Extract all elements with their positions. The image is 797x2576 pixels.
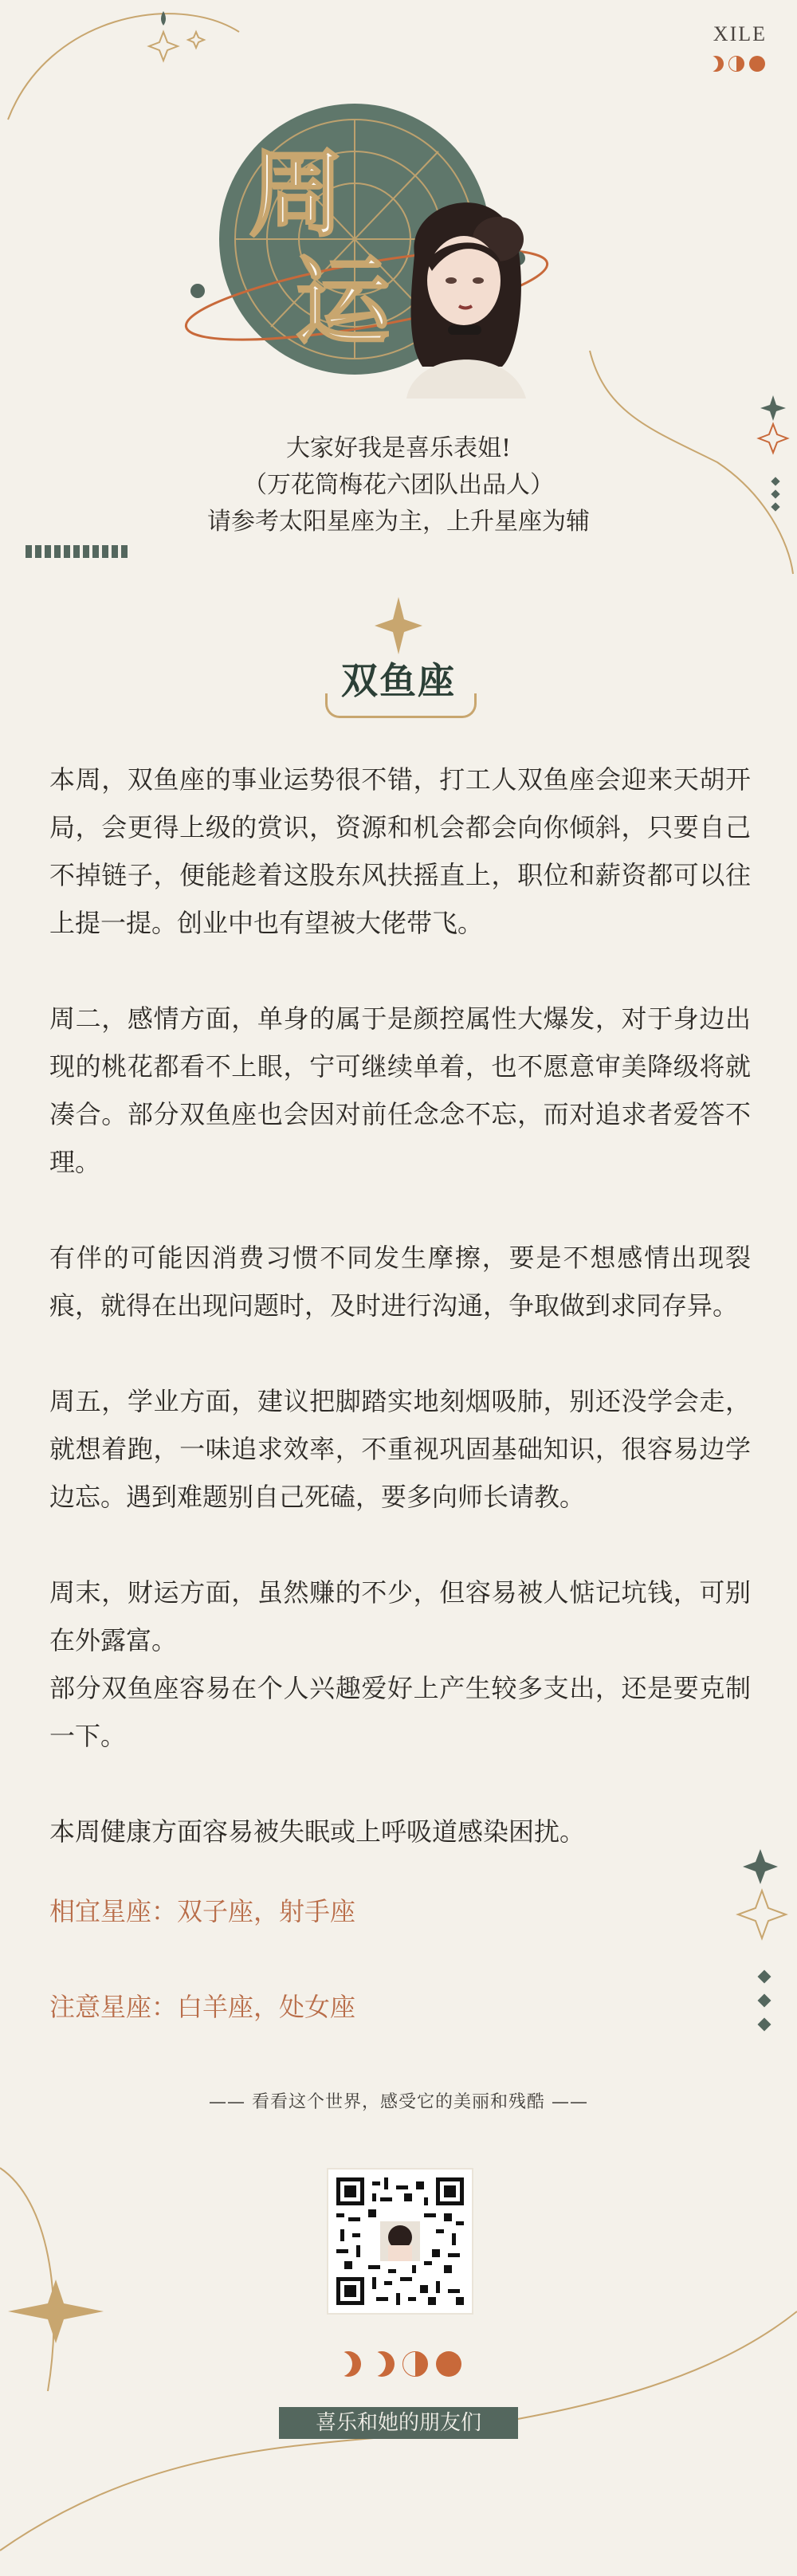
crescent-moon-icon [336,2351,361,2377]
paragraph-study: 周五，学业方面，建议把脚踏实地刻烟吸肺，别还没学会走，就想着跑，一味追求效率，不重视巩固基础知识，很容易边学边忘。遇到难题别自己死磕，要多向师长请教。 [49,1386,751,1512]
barcode-decoration [26,545,128,558]
header-illustration [183,96,582,430]
paragraph-wealth-1: 周末，财运方面，虽然赚的不少，但容易被人惦记坑钱，可别在外露富。 [49,1577,751,1655]
qr-code-image [336,2177,464,2305]
caution-signs: 注意星座：白羊座，处女座 [49,1992,356,2022]
zodiac-sign-title: 双鱼座 [341,659,456,702]
title-underline [325,693,477,718]
footer-moon-row [0,2351,797,2377]
half-moon-icon [402,2351,428,2377]
qr-code[interactable] [327,2168,473,2315]
paragraph-health: 本周健康方面容易被失眠或上呼吸道感染困扰。 [49,1816,586,1847]
intro-greeting: 大家好我是喜乐表姐! [285,434,512,462]
crescent-moon-icon [369,2351,395,2377]
compatible-signs: 相宜星座：双子座，射手座 [49,1896,356,1926]
paragraph-love: 周二，感情方面，单身的属于是颜控属性大爆发，对于身边出现的桃花都看不上眼，宁可继续单着，也不愿意审美降级将就凑合。部分双鱼座也会因对前任念念不忘，而对追求者爱答不理。 [49,1003,751,1177]
crescent-moon-icon [708,56,724,72]
intro-team: （万花筒梅花六团队出品人） [243,471,554,499]
quote-line: —— 看看这个世界，感受它的美丽和残酷 —— [209,2092,588,2112]
moon-phase-row [708,56,765,72]
footer-label: 喜乐和她的朋友们 [279,2407,518,2439]
full-moon-icon [436,2351,461,2377]
paragraph-wealth-2: 部分双鱼座容易在个人兴趣爱好上产生较多支出，还是要克制一下。 [49,1673,751,1751]
horoscope-body [49,756,751,2079]
brand-mark: XILE [713,22,767,45]
intro-note: 请参考太阳星座为主，上升星座为辅 [207,508,590,536]
full-moon-icon [749,56,765,72]
intro-block [0,430,797,540]
title-char-yun: 运 [295,247,391,358]
character-portrait [406,202,526,399]
paragraph-couples: 有伴的可能因消费习惯不同发生摩擦，要是不想感情出现裂痕，就得在出现问题时，及时进行沟通，争取做到求同存异。 [49,1243,751,1321]
sparkle-icon [373,594,424,658]
paragraph-career: 本周，双鱼座的事业运势很不错，打工人双鱼座会迎来天胡开局，会更得上级的赏识，资源和机会都会向你倾斜，只要自己不掉链子，便能趁着这股东风扶摇直上，职位和薪资都可以往上提一提。创业中也有望被大佬带飞。 [49,764,751,938]
title-char-zhou: 周 [249,139,344,250]
half-moon-icon [728,56,744,72]
